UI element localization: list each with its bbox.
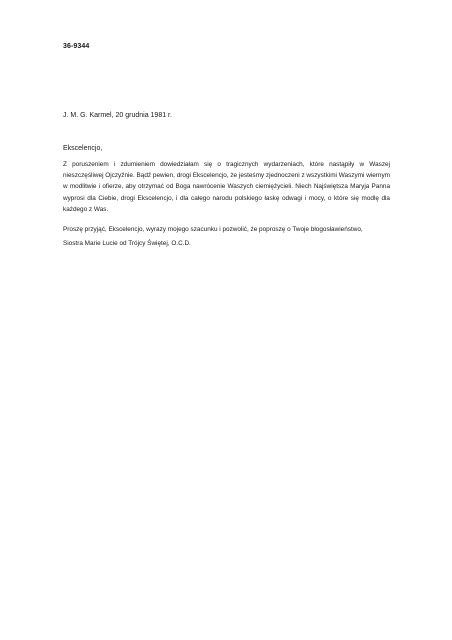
letter-paragraph: Proszę przyjąć, Ekscelencjo, wyrazy mojego szacunku i pozwolić, że poproszę o Twoje błogosławieństwo, [63,226,363,233]
signature: Siostra Marie Lucie od Trójcy Świętej, O.C.D. [63,240,191,247]
letter-paragraph: Z poruszeniem i zdumieniem dowiedziałam się o tragicznych wydarzeniach, które nastąpiły w Waszej nieszczęśliwej Ojczyźnie. Bądź pewien, drogi Ekscelencjo, że jesteśmy zjednoczeni z wszystkimi Waszymi wiernym w modlitwie i ofierze, aby otrzymać od Boga nawrócenie Waszych ciemiężycieli. Niech Najświętsza Maryja Panna wyprosi dla Ciebie, drogi Ekscelencjo, i dla całego narodu polskiego łaskę odwagi i mocy, o które się modlę dla każdego z Was. [63,161,390,213]
salutation: Ekscelencjo, [63,145,103,152]
place-and-date: J. M. G. Karmel, 20 grudnia 1981 r. [63,112,172,119]
document-number: 36-9344 [63,43,90,50]
